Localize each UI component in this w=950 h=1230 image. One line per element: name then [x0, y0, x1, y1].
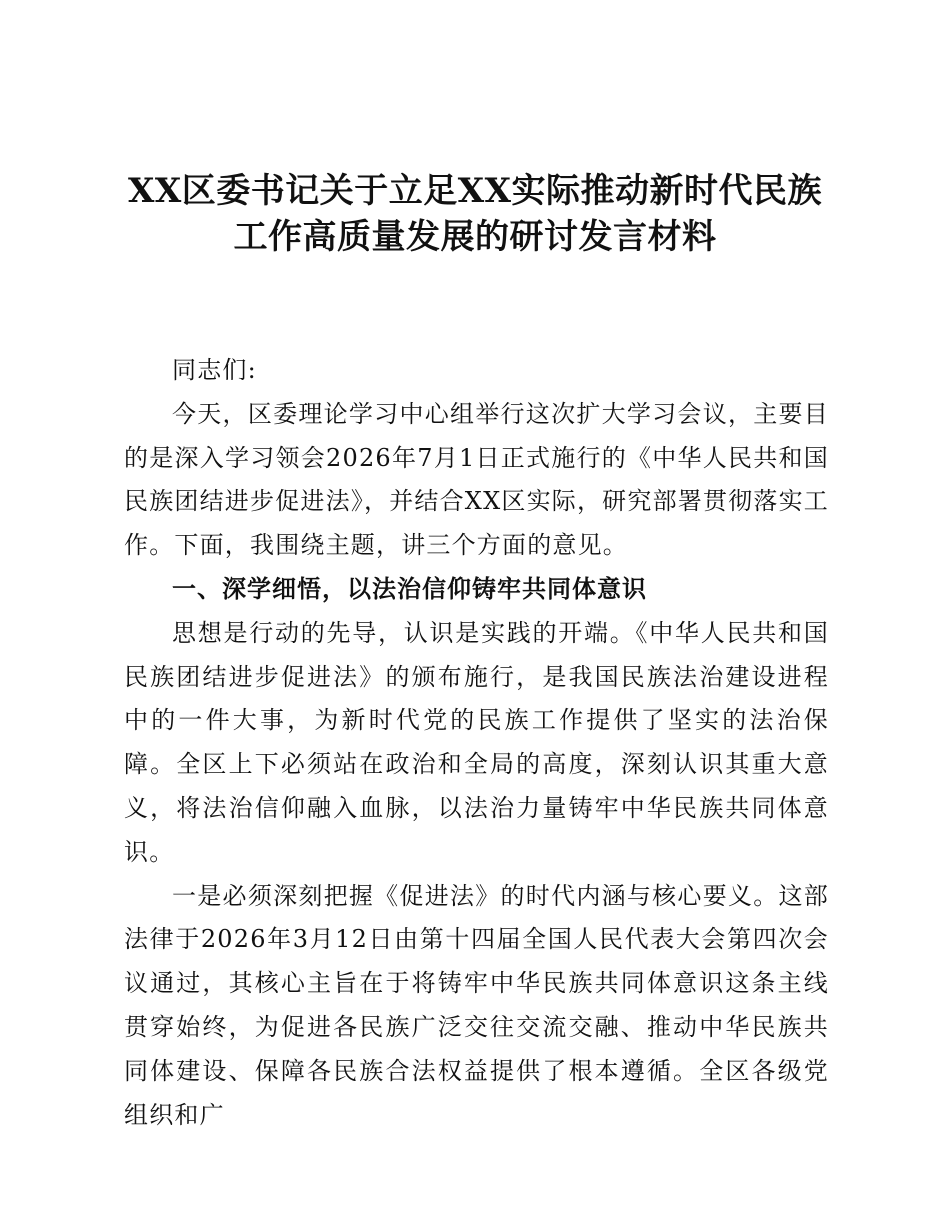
document-title-line-1: XX区委书记关于立足XX实际推动新时代民族 — [127, 171, 823, 211]
section-1-paragraph-1: 思想是行动的先导，认识是实践的开端。《中华人民共和国民族团结进步促进法》的颁布施行，是我国民族法治建设进程中的一件大事，为新时代党的民族工作提供了坚实的法治保障。全区上下必须站在政治和全局的高度，深刻认识其重大意义，将法治信仰融入血脉，以法治力量铸牢中华民族共同体意识。 — [124, 618, 829, 866]
document-body — [124, 349, 829, 1137]
section-heading-1: 一、深学细悟，以法治信仰铸牢共同体意识 — [172, 574, 647, 603]
salutation: 同志们: — [172, 356, 257, 384]
intro-paragraph: 今天，区委理论学习中心组举行这次扩大学习会议，主要目的是深入学习领会2026年7月1日正式施行的《中华人民共和国民族团结进步促进法》，并结合XX区实际，研究部署贯彻落实工作。下面，我围绕主题，讲三个方面的意见。 — [124, 399, 829, 560]
document-title — [100, 168, 850, 260]
document-title-line-2: 工作高质量发展的研讨发言材料 — [233, 217, 717, 257]
section-1-paragraph-2: 一是必须深刻把握《促进法》的时代内涵与核心要义。这部法律于2026年3月12日由第十四届全国人民代表大会第四次会议通过，其核心主旨在于将铸牢中华民族共同体意识这条主线贯穿始终，为促进各民族广泛交往交流交融、推动中华民族共同体建设、保障各民族合法权益提供了根本遵循。全区各级党组织和广 — [124, 881, 829, 1129]
